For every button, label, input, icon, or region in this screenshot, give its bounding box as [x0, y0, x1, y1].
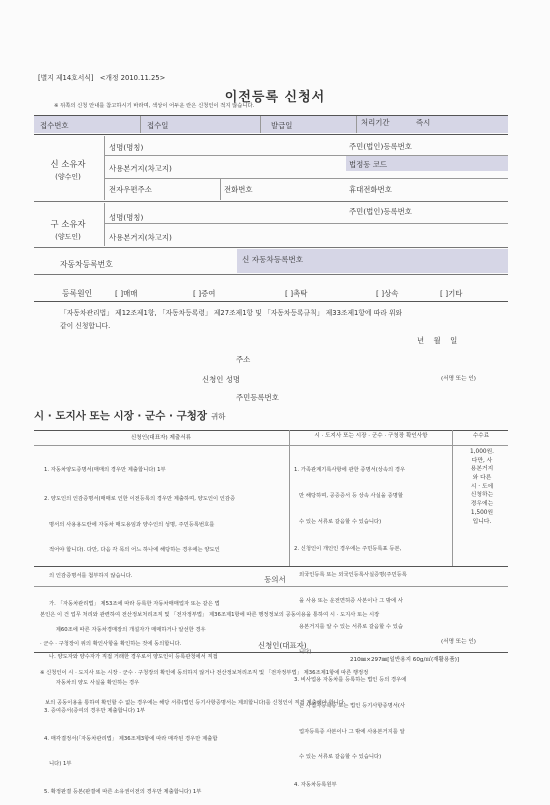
- consent-line: 본인은 이 건 업무 처리와 관련하여 전산정보처리조직 및 「전자정부법」 제36조제1항에 따른 행정정보의 공동이용을 통하여 시 · 도지사 또는 시장: [40, 611, 380, 618]
- check-item: 1. 가족관계기록사항에 관한 증명서(상속의 경우: [294, 467, 406, 474]
- divider: [140, 116, 141, 133]
- rule: [34, 247, 508, 248]
- cause-label: 등록원인: [62, 289, 93, 298]
- old-owner-reg-label: 주민(법인)등록번호: [349, 207, 412, 216]
- vehicle-reg-label: 자동차등록번호: [60, 260, 113, 269]
- consent-line: ※ 신청인이 시 · 도지사 또는 시장 · 군수 · 구청장의 확인에 동의하지 않거나 전산정보처리조직 및 「전자정부법」 제36조제1항에 따른 행정정: [40, 670, 369, 677]
- old-owner-title: 구 소유자: [50, 219, 86, 229]
- processing-period-value: 즉시: [416, 118, 431, 127]
- doc-item: 5. 확정판결 등본(판결에 따른 소유권이전의 경우만 제출합니다) 1부: [44, 788, 202, 795]
- doc-item: 제60조에 따른 자동차경매장의 개설자가 매매하거나 알선한 경우: [44, 626, 206, 633]
- check-item: 외국인등록 또는 외국인등록사실증명(주민등록: [294, 572, 407, 579]
- new-owner-mobile-label: 휴대전화번호: [349, 185, 392, 194]
- applicant-reg-label: 주민등록번호: [236, 393, 279, 402]
- rule: [34, 201, 508, 202]
- consent-title: 동의서: [264, 575, 286, 584]
- doc-item: 니다) 1부: [44, 761, 72, 768]
- applicant-sign-label: (서명 또는 인): [441, 376, 476, 382]
- cause-option-commission[interactable]: [ ]촉탁: [285, 289, 308, 298]
- old-owner-name-label: 성명(명칭): [109, 213, 144, 222]
- new-owner-phone-label: 전화번호: [224, 185, 253, 194]
- divider: [104, 136, 105, 200]
- check-item: 을 사용 또는 운전면허증 사본이나 그 밖에 사: [294, 597, 403, 604]
- consent-line: · 군수 · 구청장이 위의 확인사항을 확인하는 것에 동의합니다.: [40, 640, 182, 647]
- check-item: 니다): [294, 649, 312, 656]
- check-item: 업자등록증 사본이나 그 밖에 사용본거지를 알: [294, 728, 405, 735]
- rule: [34, 445, 508, 446]
- fee-line: 1,500원: [470, 509, 494, 516]
- doc-item: 3. 증여증서(증여의 경우만 제출합니다) 1부: [44, 707, 146, 714]
- doc-item: 2. 양도인의 인감증명서(매매로 인한 이전등록의 경우만 제출하며, 양도인이 인감증: [44, 495, 236, 502]
- new-owner-title: 신 소유자: [50, 159, 86, 169]
- applicant-name-label: 신청인 성명: [202, 375, 241, 384]
- form-id: [별지 제14호서식]: [38, 74, 94, 82]
- declaration-line-1: 「자동차관리법」 제12조제1항, 「자동차등록령」 제27조제1항 및 「자동차등록규칙」 제33조제1항에 따라 위와: [60, 309, 403, 317]
- consent-sign-label: (서명 또는 인): [441, 639, 476, 645]
- guide-notice: ※ 뒤쪽의 신청 안내를 참고하시기 바라며, 색상이 어두운 란은 신청인이 적지 않습니다.: [54, 103, 255, 109]
- rule: [34, 586, 508, 587]
- cause-option-inheritance[interactable]: [ ]상속: [376, 289, 399, 298]
- old-owner-sub: (양도인): [55, 233, 81, 241]
- doc-item: 가. 「자동차관리법」 제53조에 따라 등록한 자동차매매업자 또는 같은 법: [44, 600, 220, 607]
- fee-line: 다만, 사: [471, 457, 493, 464]
- paper-spec: 210㎜×297㎜[일반용지 60g/㎡(재활용품)]: [350, 657, 460, 663]
- old-owner-base-label: 사용본거지(차고지): [109, 233, 172, 242]
- divider: [452, 430, 453, 566]
- check-item: 3. 비사업용 자동차를 등록하는 법인 등의 경우에: [294, 677, 407, 684]
- page-title: 이전등록 신청서: [224, 90, 326, 105]
- rule: [34, 430, 508, 431]
- declaration-date: 년 월 일: [417, 336, 458, 345]
- consent-text: [40, 591, 510, 718]
- dong-code-label: 법정동 코드: [349, 160, 388, 169]
- fee-text: [456, 448, 508, 526]
- rule: [104, 223, 508, 224]
- new-vehicle-reg-label: 신 자동차등록번호: [242, 255, 304, 264]
- doc-item: 자동차의 양도 사실을 확인하는 경우: [44, 680, 140, 687]
- revision-date: <개정 2010.11.25>: [99, 74, 166, 82]
- declaration-line-2: 같이 신청합니다.: [60, 322, 111, 330]
- addressee: [34, 408, 225, 423]
- cause-option-sale[interactable]: [ ]매매: [115, 289, 138, 298]
- consent-signer-label: 신청인(대표자): [258, 641, 307, 650]
- consent-line: 보의 공동이용을 통하여 확인할 수 없는 경우에는 해당 서류(법인 등기사항증명서는 제외합니다)를 신청인이 직접 제출해야 합니다.: [40, 699, 346, 706]
- fee-line: 경우에는: [470, 501, 494, 508]
- check-item: 수 있는 서류로 갈음할 수 있습니다): [294, 518, 382, 525]
- check-item: 수 있는 서류로 갈음할 수 있습니다): [294, 754, 382, 761]
- cause-option-gift[interactable]: [ ]증여: [193, 289, 216, 298]
- addressee-suffix: 귀하: [211, 412, 226, 421]
- doc-item: 명서의 사용용도란에 자동차 매도용임과 양수인의 성명, 주민등록번호를: [44, 521, 215, 528]
- issue-date-label: 발급일: [271, 121, 293, 130]
- new-owner-name-label: 성명(명칭): [109, 143, 144, 152]
- doc-item: 나. 양도자와 양수자가 직접 거래한 경우로서 양도인이 등록관청에서 직접: [44, 654, 218, 661]
- fee-line: 입니다.: [472, 518, 492, 525]
- rule: [34, 274, 508, 275]
- divider: [220, 178, 221, 200]
- official-check-header: 시 · 도지사 또는 시장 · 군수 · 구청장 확인사항: [314, 433, 428, 439]
- divider: [104, 203, 105, 246]
- fee-line: 시 · 도에: [470, 483, 494, 490]
- cause-option-other[interactable]: [ ]기타: [440, 289, 463, 298]
- new-owner-sub: (양수인): [55, 173, 81, 181]
- divider: [356, 116, 357, 133]
- old-owner-label: [38, 218, 98, 242]
- address-label: 주소: [236, 355, 251, 364]
- addressee-main: 시 · 도지사 또는 시장 · 군수 · 구청장: [34, 410, 208, 422]
- fee-line: 용본거지: [470, 466, 494, 473]
- fee-line: 1,000원.: [469, 449, 495, 455]
- fee-line: 신청하는: [470, 492, 494, 499]
- check-item: 만 해당하며, 공증증서 등 상속 사실을 증명할: [294, 492, 403, 499]
- rule: [34, 566, 508, 567]
- doc-item: 1. 자동차양도증명서(매매의 경우만 제출합니다) 1부: [44, 467, 166, 474]
- receipt-date-label: 접수일: [147, 121, 169, 130]
- check-item: 는 사업자등록증 또는 법인 등기사항증명서(사: [294, 702, 406, 709]
- new-owner-base-label: 사용본거지(차고지): [109, 164, 172, 173]
- rule: [104, 178, 508, 179]
- new-owner-label: [38, 158, 98, 182]
- rule: [34, 134, 508, 135]
- check-item: 2. 신청인이 개인인 경우에는 주민등록표 등본,: [294, 546, 402, 553]
- check-item: 용본거지를 알 수 있는 서류로 갈음할 수 있습: [294, 623, 403, 630]
- fee-header: 수수료: [472, 433, 490, 439]
- new-owner-reg-label: 주민(법인)등록번호: [349, 142, 412, 151]
- processing-period-label: 처리기간: [361, 118, 390, 127]
- new-owner-email-label: 전자우편주소: [109, 185, 152, 194]
- divider: [289, 430, 290, 566]
- doc-item: 4. 매각결정서(「자동차관리법」 제36조제3항에 따라 매각된 경우만 제출합: [44, 735, 218, 742]
- check-item: 4. 자동차등록원부: [294, 781, 337, 788]
- receipt-no-label: 접수번호: [40, 121, 69, 130]
- rule: [34, 652, 508, 653]
- rule: [34, 301, 508, 302]
- applicant-docs-header: 신청인(대표자) 제출서류: [130, 435, 192, 441]
- divider: [260, 116, 261, 133]
- doc-item: 의 인감증명서를 첨부하지 않습니다.: [44, 573, 133, 580]
- doc-item: 적어야 합니다). 다만, 다음 각 목의 어느 하나에 해당하는 경우에는 양도인: [44, 547, 220, 554]
- fee-line: 와 다른: [472, 475, 492, 482]
